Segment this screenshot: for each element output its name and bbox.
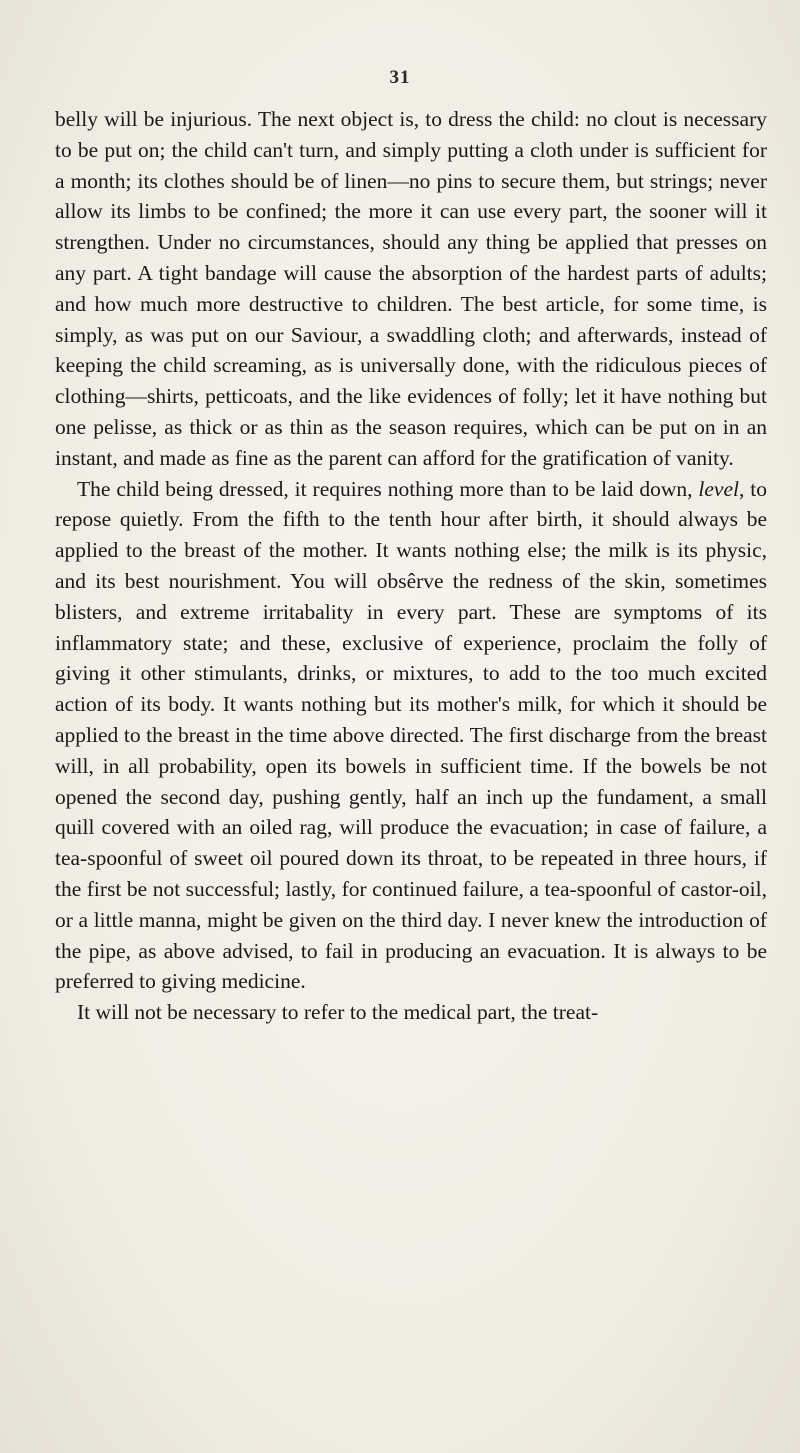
page-number: 31: [389, 67, 411, 88]
italic-word-level: level: [698, 476, 739, 501]
paragraph-medical-line: It will not be necessary to refer to the medical part, the treat-: [77, 1000, 599, 1025]
paragraph-medical: [55, 997, 767, 1028]
body-text: [55, 104, 767, 1028]
paragraph-feeding-rest: , to repose quietly. From the fifth to the tenth hour after birth, it should always be applied to the breast of the mother. It wants nothing else; the milk is its physic, and its best nourishment. You will obsêrve the redness of the skin, sometimes blisters, and extreme irritabality in every part. These are symptoms of its inflammatory state; and these, exclusive of experience, proclaim the folly of giving it other stimulants, drinks, or mixtures, to add to the too much excited action of its body. It wants nothing but its mother's milk, for which it should be applied to the breast in the time above directed. The first discharge from the breast will, in all probability, open its bowels in sufficient time. If the bowels be not opened the second day, pushing gently, half an inch up the fundament, a small quill covered with an oiled rag, will produce the evacuation; in case of failure, a tea-spoonful of sweet oil poured down its throat, to be repeated in three hours, if the first be not successful; lastly, for continued failure, a tea-spoonful of castor-oil, or a little manna, might be given on the third day. I never knew the introduction of the pipe, as above advised, to fail in producing an evacuation. It is always to be preferred to giving medicine.: [55, 476, 767, 994]
paragraph-feeding-start: The child being dressed, it requires nothing more than to be laid down,: [77, 476, 699, 501]
paragraph-feeding: [55, 474, 767, 998]
paragraph-clothing: belly will be injurious. The next object is, to dress the child: no clout is necessary to be put on; the child can't turn, and simply putting a cloth under is sufficient for a month; its clothes should be of linen—no pins to secure them, but strings; never allow its limbs to be confined; the more it can use every part, the sooner will it strengthen. Under no circumstances, should any thing be applied that presses on any part. A tight bandage will cause the absorption of the hardest parts of adults; and how much more destructive to children. The best article, for some time, is simply, as was put on our Saviour, a swaddling cloth; and afterwards, instead of keeping the child screaming, as is universally done, with the ridiculous pieces of clothing—shirts, petticoats, and the like evidences of folly; let it have nothing but one pelisse, as thick or as thin as the season requires, which can be put on in an instant, and made as fine as the parent can afford for the gratification of vanity.: [55, 107, 767, 470]
